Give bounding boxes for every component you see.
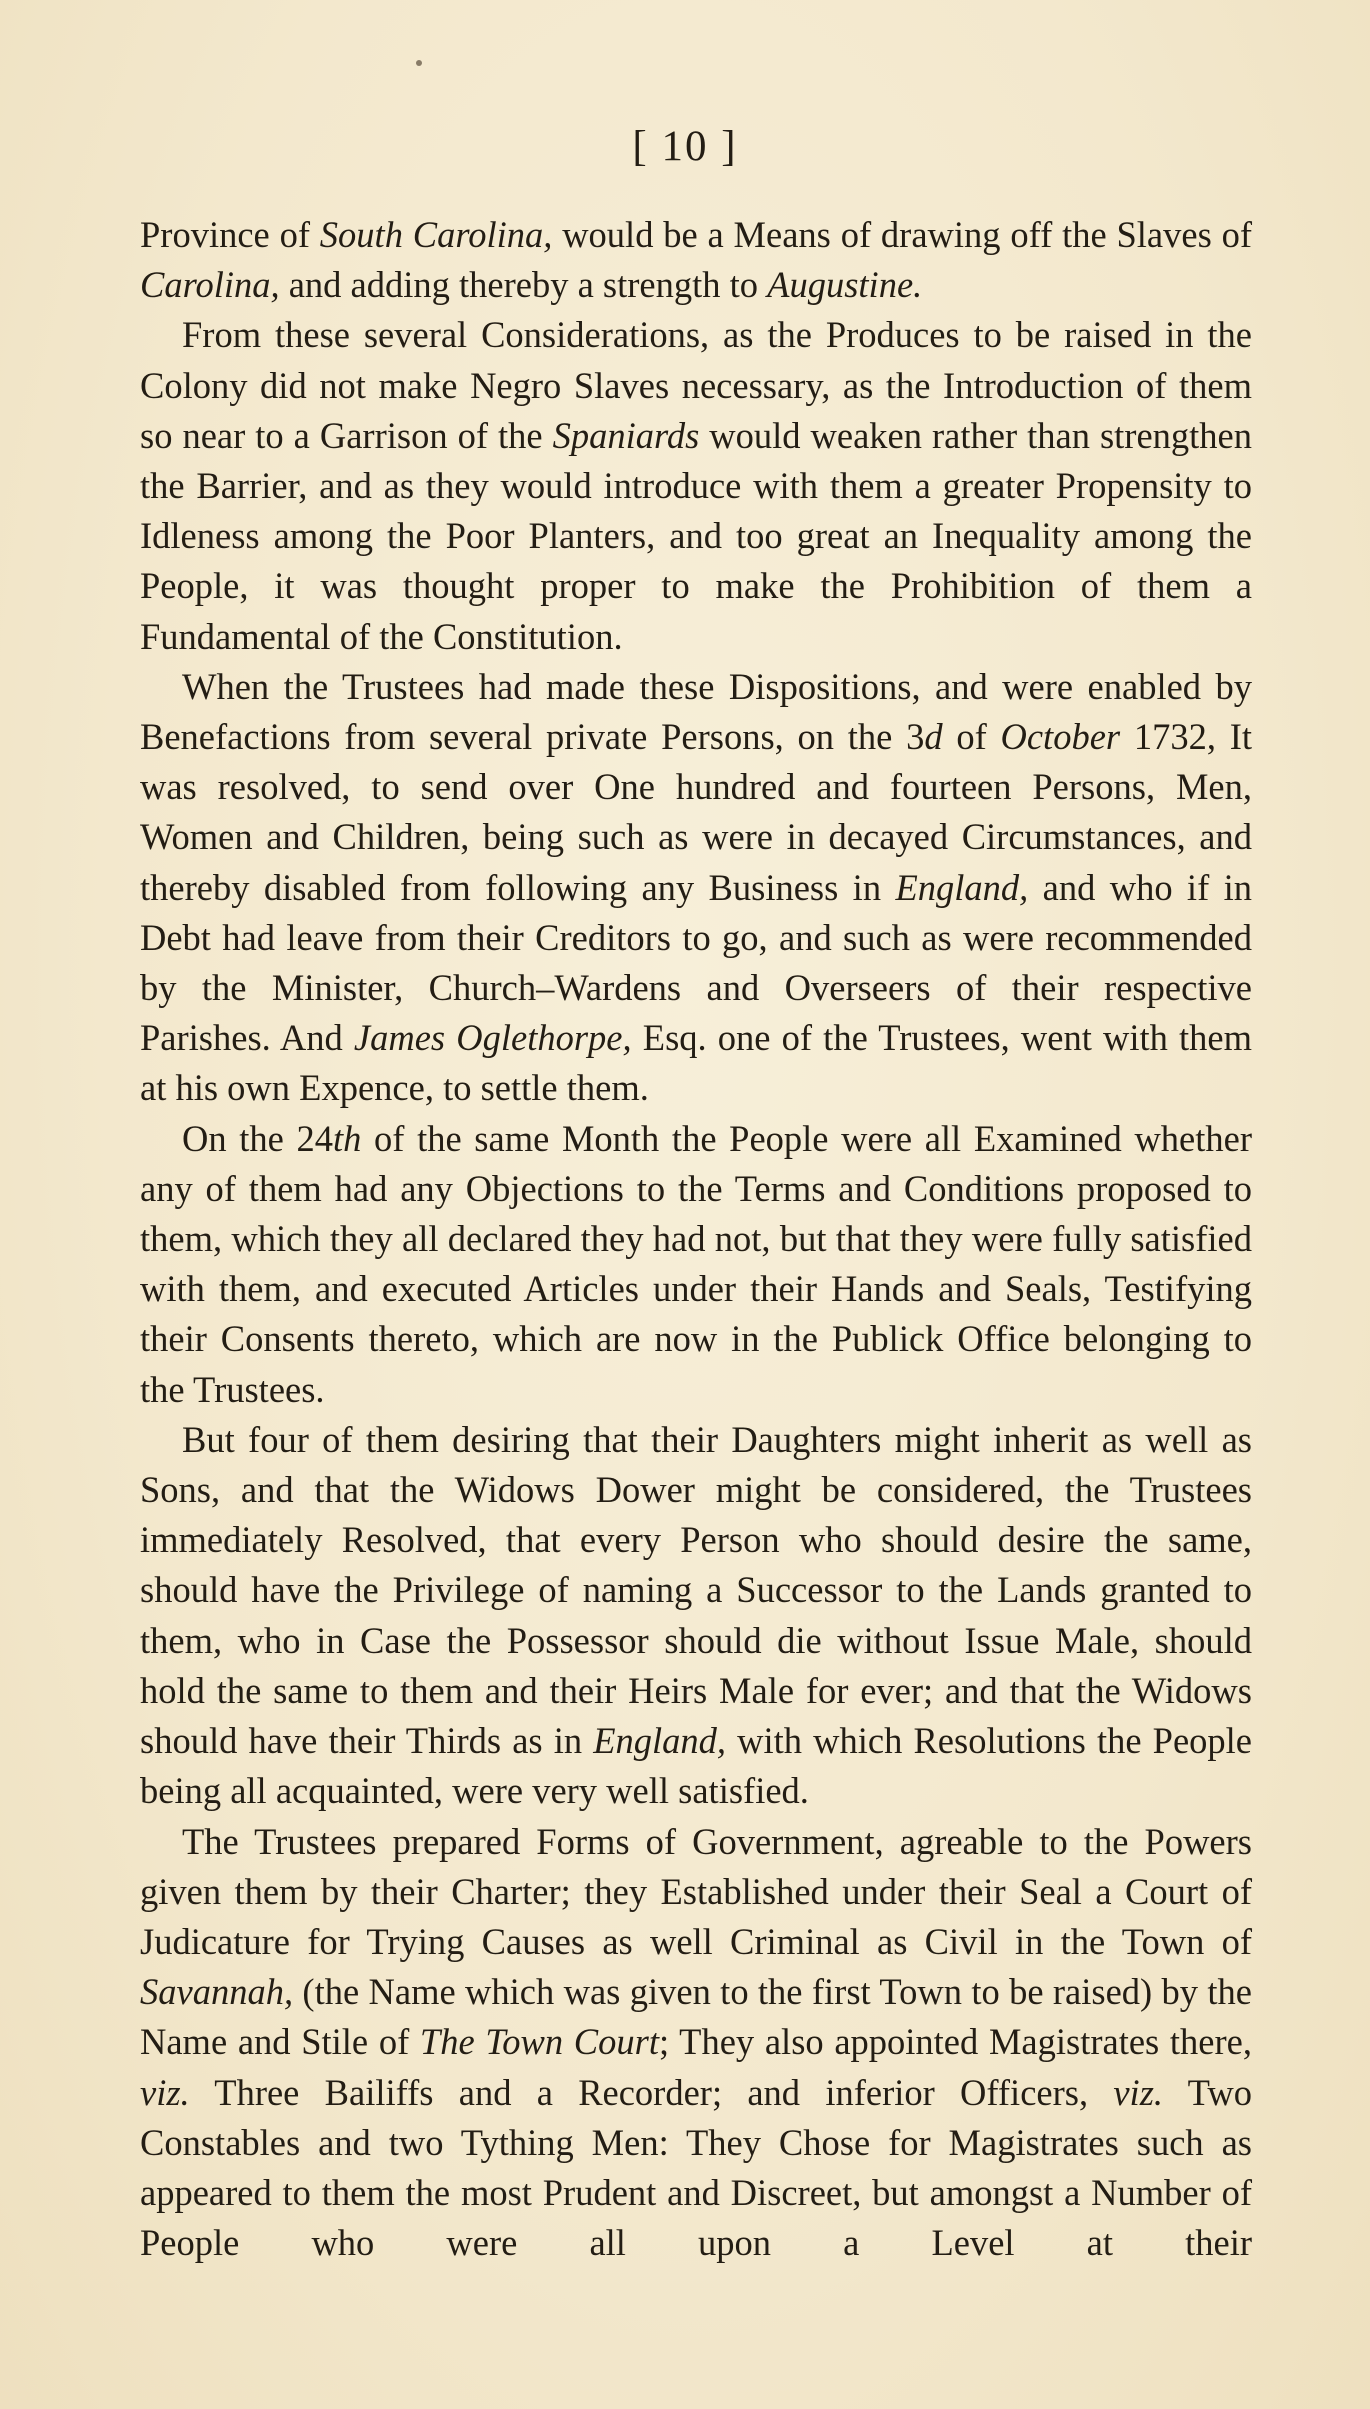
text-run: The Trustees prepared Forms of Government, agreable to the Powers given them by their Charter; they Established under their Seal a Court of Judicature for Trying Causes as well Criminal as Civil in the Town of <box>140 1820 1252 1962</box>
text-run: ; They also appointed Magistrates there, <box>659 2021 1252 2063</box>
italic-run: The Town Court <box>419 2021 660 2063</box>
italic-run: South Carolina, <box>319 214 553 255</box>
text-run: of <box>942 716 1001 758</box>
body-text <box>140 210 1252 2268</box>
text-run: Province of <box>140 214 320 255</box>
italic-run: England, <box>895 866 1029 908</box>
text-run: 1732, It was resolved, to send over One hundred and fourteen Persons, Men, Women and Children, being such as were in decayed Circumstances, and thereby disabled from following any Business in <box>140 716 1253 908</box>
text-run: and who if in Debt had leave from their Creditors to go, and such as were recommended by the Minister, Church–Wardens and Overseers of their respective Parishes. And <box>140 866 1252 1059</box>
italic-run: Augustine. <box>767 264 923 306</box>
ink-speck <box>416 60 422 66</box>
paragraph-1 <box>140 210 1252 310</box>
text-run: Two Constables and two Tything Men: They Chose for Magistrates such as appeared to them the most Prudent and Discreet, but amongst a Number of People who were all upon a Level at their <box>140 2071 1252 2264</box>
italic-run: viz. <box>140 2071 190 2113</box>
paragraph-4 <box>140 1114 1252 1415</box>
italic-run: October <box>1000 716 1121 758</box>
italic-run: Savannah, <box>140 1971 294 2013</box>
italic-run: Carolina, <box>140 264 280 306</box>
text-run: When the Trustees had made these Dispositions, and were enabled by Benefactions from several private Persons, on the 3 <box>140 665 1252 758</box>
paragraph-3 <box>140 662 1252 1114</box>
text-run: Three Bailiffs and a Recorder; and inferior Officers, <box>189 2071 1114 2113</box>
italic-run: th <box>332 1117 362 1159</box>
text-run: Esq. one of the Trustees, went with them at his own Expence, to settle them. <box>140 1017 1252 1109</box>
italic-run: Spaniards <box>552 414 700 456</box>
text-run: and adding thereby a strength to <box>279 264 768 306</box>
page-number: [ 10 ] <box>632 123 738 170</box>
italic-run: d <box>924 716 943 758</box>
text-run: would weaken rather than strengthen the Barrier, and as they would introduce with them a greater Propensity to Idleness among the Poor Planters, and too great an Inequality among the People, it was thought proper to make the Prohibition of them a Fundamental of the Constitution. <box>140 414 1253 657</box>
text-run: (the Name which was given to the first Town to be raised) by the Name and Stile of <box>140 1971 1252 2063</box>
italic-run: England, <box>593 1720 727 1762</box>
text-run: would be a Means of drawing off the Slaves of <box>552 214 1252 255</box>
italic-run: James Oglethorpe, <box>353 1017 632 1059</box>
text-run: On the 24 <box>182 1117 333 1159</box>
italic-run: viz. <box>1113 2071 1164 2113</box>
text-run: of the same Month the People were all Examined whether any of them had any Objections to the Terms and Conditions proposed to them, which they all declared they had not, but that they were fully satisfied with them, and executed Articles under their Hands and Seals, Testifying their Consents thereto, which are now in the Publick Office belonging to the Trustees. <box>140 1117 1252 1410</box>
text-run: From these several Considerations, as the Produces to be raised in the Colony did not make Negro Slaves necessary, as the Introduction of them so near to a Garrison of the <box>140 314 1252 456</box>
text-run: But four of them desiring that their Daughters might inherit as well as Sons, and that the Widows Dower might be considered, the Trustees immediately Resolved, that every Person who should desire the same, should have the Privilege of naming a Successor to the Lands granted to them, who in Case the Possessor should die without Issue Male, should hold the same to them and their Heirs Male for ever; and that the Widows should have their Thirds as in <box>140 1418 1252 1762</box>
text-run: with which Resolutions the People being all acquainted, were very well satisfied. <box>140 1720 1252 1812</box>
paragraph-2 <box>140 310 1252 661</box>
paragraph-6 <box>140 1817 1252 2269</box>
paragraph-5 <box>140 1415 1252 1817</box>
